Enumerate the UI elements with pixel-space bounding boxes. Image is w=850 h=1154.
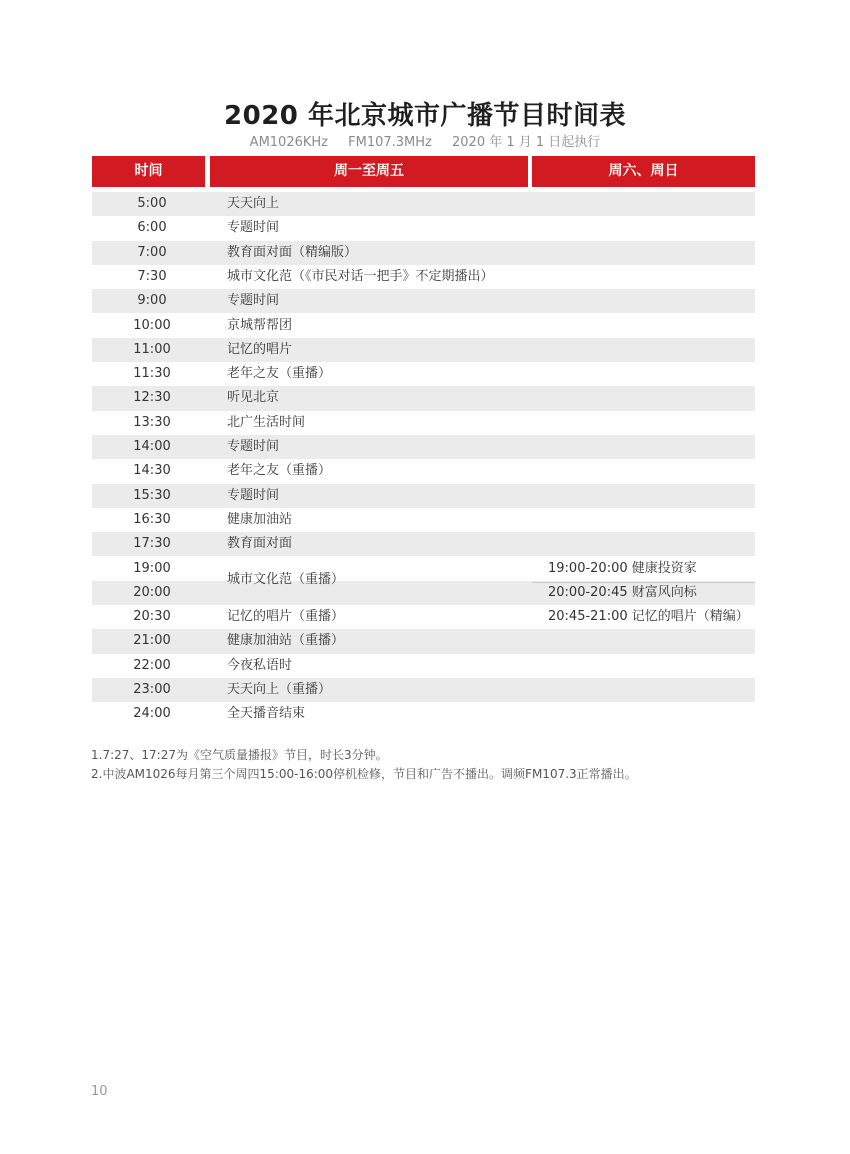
row-time: 11:30 bbox=[133, 366, 171, 382]
table-row bbox=[92, 386, 755, 410]
row-time: 17:30 bbox=[133, 536, 171, 552]
table-row bbox=[92, 678, 755, 702]
table-row bbox=[92, 289, 755, 313]
row-time: 6:00 bbox=[137, 220, 167, 236]
row-time: 7:30 bbox=[137, 268, 167, 284]
row-weekend-program: 20:00-20:45 财富风向标 bbox=[548, 584, 697, 600]
row-time: 9:00 bbox=[137, 293, 167, 309]
row-program: 教育面对面（精编版） bbox=[227, 244, 358, 260]
table-row bbox=[92, 484, 755, 508]
row-program: 专题时间 bbox=[227, 220, 280, 236]
row-time: 12:30 bbox=[133, 390, 171, 406]
row-weekend-program: 20:45-21:00 记忆的唱片（精编） bbox=[548, 609, 749, 625]
table-row bbox=[92, 192, 755, 216]
header-weekend: 周六、周日 bbox=[532, 156, 755, 187]
effective-date: 2020 年 1 月 1 日起执行 bbox=[452, 135, 601, 150]
page-title: 2020 年北京城市广播节目时间表 bbox=[224, 101, 626, 131]
note-2: 2.中波AM1026每月第三个周四15:00-16:00停机检修，节目和广告不播出。调频FM107.3正常播出。 bbox=[91, 767, 637, 781]
row-program: 专题时间 bbox=[227, 293, 280, 309]
row-time: 14:30 bbox=[133, 463, 171, 479]
row-program: 老年之友（重播） bbox=[227, 463, 332, 479]
table-row bbox=[92, 459, 755, 483]
row-time: 16:30 bbox=[133, 511, 171, 527]
table-row bbox=[92, 605, 755, 629]
row-program: 北广生活时间 bbox=[227, 414, 306, 430]
row-program: 京城帮帮团 bbox=[227, 317, 293, 333]
notes bbox=[91, 746, 637, 784]
row-time: 24:00 bbox=[133, 706, 171, 722]
row-time: 21:00 bbox=[133, 633, 171, 649]
row-time: 11:00 bbox=[133, 341, 171, 357]
table-row bbox=[92, 216, 755, 240]
row-program: 健康加油站 bbox=[227, 511, 293, 527]
header-time: 时间 bbox=[92, 156, 205, 187]
row-time: 23:00 bbox=[133, 682, 171, 697]
table-row bbox=[92, 338, 755, 362]
table-row bbox=[92, 581, 755, 605]
row-time: 14:00 bbox=[133, 439, 171, 454]
row-program: 教育面对面 bbox=[227, 536, 293, 552]
am-frequency: AM1026KHz bbox=[249, 135, 328, 150]
fm-frequency: FM107.3MHz bbox=[348, 135, 432, 150]
row-weekend-program: 19:00-20:00 健康投资家 bbox=[548, 560, 697, 576]
row-program: 记忆的唱片（重播） bbox=[227, 609, 345, 625]
table-row bbox=[92, 557, 755, 581]
table-row bbox=[92, 265, 755, 289]
row-time: 20:30 bbox=[133, 609, 171, 625]
row-program: 天天向上（重播） bbox=[227, 682, 332, 697]
row-program: 专题时间 bbox=[227, 487, 280, 503]
row-time: 19:00 bbox=[133, 560, 171, 576]
row-time: 15:30 bbox=[133, 487, 171, 503]
row-program: 天天向上 bbox=[227, 196, 280, 211]
row-time: 7:00 bbox=[137, 244, 167, 260]
row-time: 13:30 bbox=[133, 414, 171, 430]
table-row bbox=[92, 411, 755, 435]
table-row bbox=[92, 241, 755, 265]
weekend-divider bbox=[532, 582, 755, 583]
row-program: 全天播音结束 bbox=[227, 706, 306, 722]
row-program: 健康加油站（重播） bbox=[227, 633, 345, 649]
row-program: 听见北京 bbox=[227, 390, 280, 406]
row-time: 5:00 bbox=[137, 196, 167, 211]
row-program: 今夜私语时 bbox=[227, 657, 293, 673]
row-time: 20:00 bbox=[133, 584, 171, 600]
table-row bbox=[92, 629, 755, 653]
table-row bbox=[92, 314, 755, 338]
note-1: 1.7:27、17:27为《空气质量播报》节目，时长3分钟。 bbox=[91, 748, 388, 762]
subtitle bbox=[0, 131, 850, 150]
header-weekday: 周一至周五 bbox=[210, 156, 528, 187]
row-time: 10:00 bbox=[133, 317, 171, 333]
table-row bbox=[92, 508, 755, 532]
table-row bbox=[92, 362, 755, 386]
page-number: 10 bbox=[91, 1084, 108, 1099]
row-program: 城市文化范（《市民对话一把手》不定期播出） bbox=[227, 268, 494, 284]
row-program: 记忆的唱片 bbox=[227, 341, 293, 357]
row-program: 老年之友（重播） bbox=[227, 366, 332, 382]
merged-program: 城市文化范（重播） bbox=[227, 572, 345, 587]
table-row bbox=[92, 702, 755, 726]
row-time: 22:00 bbox=[133, 657, 171, 673]
table-row bbox=[92, 654, 755, 678]
table-row bbox=[92, 532, 755, 556]
row-program: 专题时间 bbox=[227, 439, 280, 454]
table-row bbox=[92, 435, 755, 459]
